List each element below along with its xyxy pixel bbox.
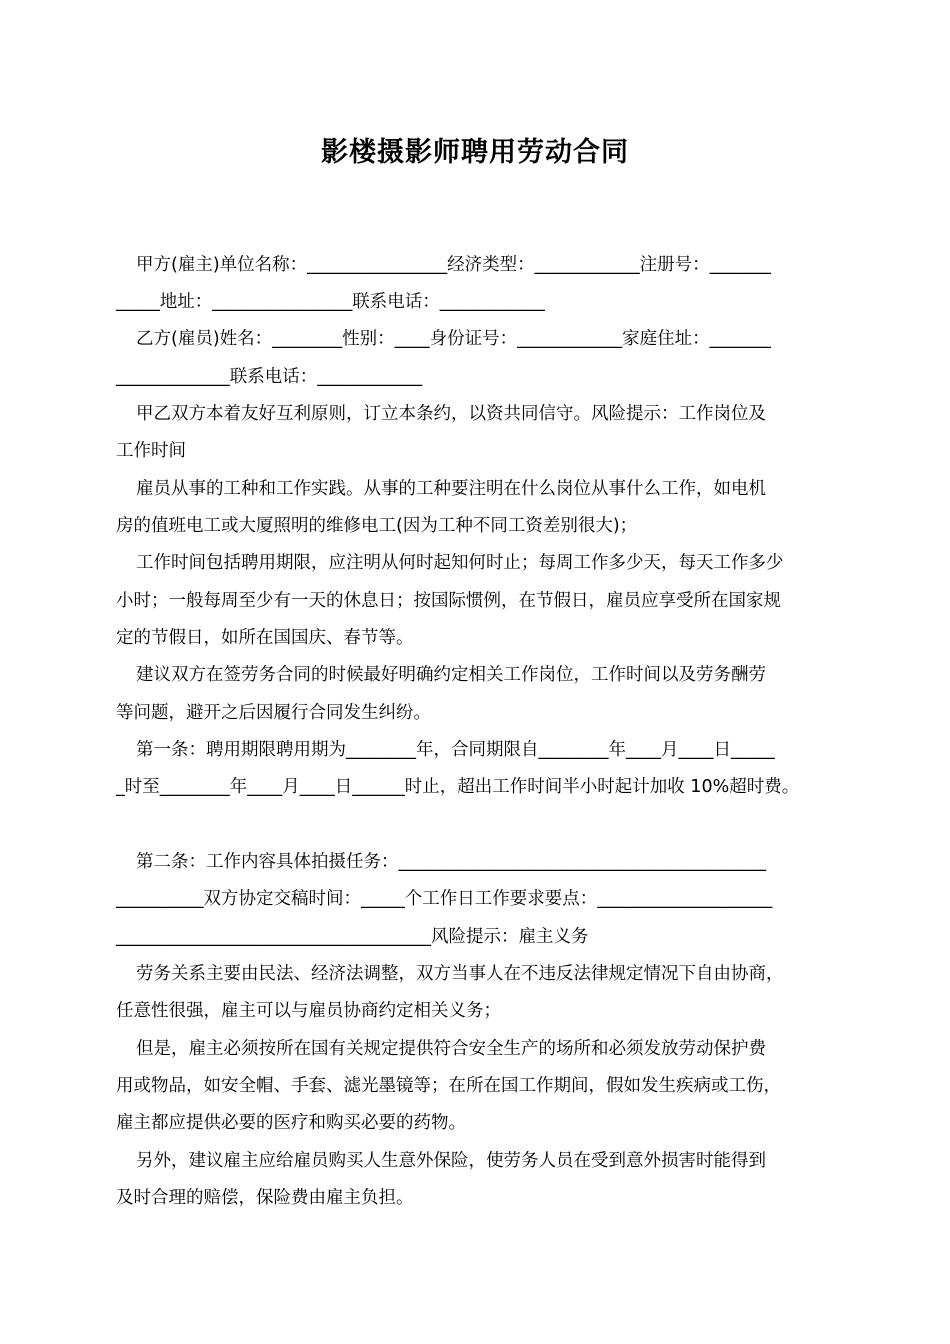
party-b-info-line-2: _____________联系电话：____________ [116,367,423,387]
article-1-line-2: _时至________年____月____日______时止，超出工作时间半小时起计加收 10%超时费。 [116,777,800,797]
paragraph-line: 房的值班电工或大厦照明的维修电工(因为工种不同工资差别很大)； [116,516,638,536]
party-a-info-line-2: _____地址：________________联系电话：____________ [116,292,545,312]
paragraph-line: 雇主都应提供必要的医疗和购买必要的药物。 [116,1113,466,1133]
paragraph-line: 小时；一般每周至少有一天的休息日；按国际惯例，在节假日，雇员应享受所在国家规 [116,591,781,611]
article-2-line-1: 第二条：工作内容具体拍摄任务：__________________________________________ [136,852,766,872]
paragraph-line: 建议双方在签劳务合同的时候最好明确约定相关工作岗位，工作时间以及劳务酬劳 [136,665,766,685]
party-a-info-line-1: 甲方(雇主)单位名称：________________经济类型：____________注册号：_______ [136,255,771,275]
paragraph-line: 及时合理的赔偿，保险费由雇主负担。 [116,1188,414,1208]
article-2-line-3: ____________________________________风险提示：雇主义务 [116,927,589,947]
paragraph-line: 另外，建议雇主应给雇员购买人生意外保险，使劳务人员在受到意外损害时能得到 [136,1151,766,1171]
article-1-line-1: 第一条：聘用期限聘用期为________年，合同期限自________年____月____日_____ [136,740,775,760]
document-title: 影楼摄影师聘用劳动合同 [321,137,629,168]
paragraph-line: 任意性很强，雇主可以与雇员协商约定相关义务； [116,1001,501,1021]
paragraph-line: 但是，雇主必须按所在国有关规定提供符合安全生产的场所和必须发放劳动保护费 [136,1039,766,1059]
paragraph-line: 劳务关系主要由民法、经济法调整，双方当事人在不违反法律规定情况下自由协商， [136,964,784,984]
article-2-line-2: __________双方协定交稿时间：_____个工作日工作要求要点：____________________ [116,889,773,909]
paragraph-line: 雇员从事的工种和工作实践。从事的工种要注明在什么岗位从事什么工作，如电机 [136,479,766,499]
paragraph-line: 等问题，避开之后因履行合同发生纠纷。 [116,703,431,723]
paragraph-line: 工作时间 [116,441,186,461]
party-b-info-line-1: 乙方(雇员)姓名：________性别：____身份证号：____________家庭住址：_______ [136,329,771,349]
paragraph-line: 工作时间包括聘用期限，应注明从何时起知何时止；每周工作多少天，每天工作多少 [136,553,784,573]
paragraph-line: 用或物品，如安全帽、手套、滤光墨镜等；在所在国工作期间，假如发生疾病或工伤， [116,1076,781,1096]
paragraph-line: 定的节假日，如所在国国庆、春节等。 [116,628,414,648]
paragraph-line: 甲乙双方本着友好互利原则，订立本条约，以资共同信守。风险提示：工作岗位及 [136,404,766,424]
